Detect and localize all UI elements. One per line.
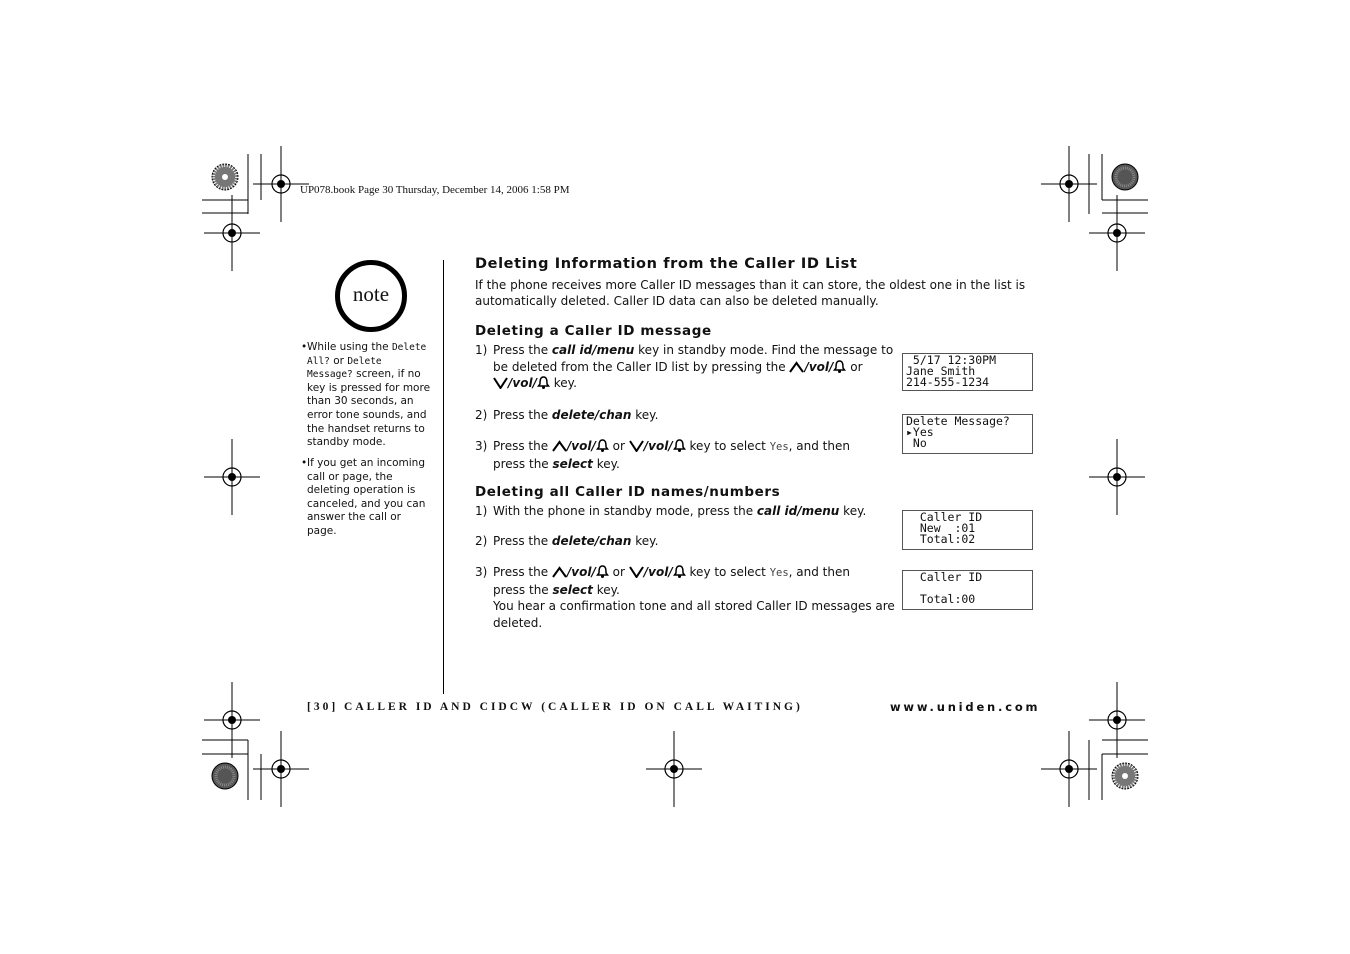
- s1-step-1: 1) Press the call id/menu key in standby mode. Find the message to be deleted from the Caller ID list by pressing the /vol/ or /vol/ key.: [475, 343, 894, 390]
- s1-step-3: 3) Press the /vol/ or /vol/ key to select Yes, and then press the select key.: [475, 439, 850, 471]
- book-header: UP078.book Page 30 Thursday, December 14, 2006 1:58 PM: [300, 184, 570, 196]
- intro-paragraph: If the phone receives more Caller ID messages than it can store, the oldest one in the list is automatically deleted. Caller ID data can also be deleted manually.: [475, 278, 1026, 308]
- s1-step-2: 2) Press the delete/chan key.: [475, 408, 659, 422]
- lcd-caller-id-total: Caller ID Total:00: [902, 570, 1033, 610]
- note-label: note: [352, 282, 390, 306]
- vol-up-bell-icon: /vol/: [552, 438, 609, 455]
- footer-website: www.uniden.com: [890, 700, 1041, 714]
- note-bullet-2: • If you get an incoming call or page, the deleting operation is canceled, and you can answer the call or page.: [301, 457, 426, 537]
- footer-section-label: [30] CALLER ID AND CIDCW (CALLER ID ON CALL WAITING): [307, 701, 803, 713]
- vol-up-bell-icon: /vol/: [789, 359, 846, 376]
- vol-up-bell-icon: /vol/: [552, 564, 609, 581]
- vol-down-bell-icon: /vol/: [493, 375, 550, 392]
- vol-down-bell-icon: /vol/: [629, 438, 686, 455]
- lcd-caller-entry: 5/17 12:30PM Jane Smith 214-555-1234: [902, 353, 1033, 391]
- page-title: Deleting Information from the Caller ID List: [475, 256, 858, 272]
- section-title-delete-all: Deleting all Caller ID names/numbers: [475, 484, 781, 500]
- note-bullet-1: • While using the Delete All? or Delete Message? screen, if no key is pressed for more than 30 seconds, an error tone sounds, and the handset returns to standby mode.: [301, 341, 431, 449]
- s2-step-3: 3) Press the /vol/ or /vol/ key to select Yes, and then press the select key. You hear a confirmation tone and all stored Caller ID messages are deleted.: [475, 565, 895, 630]
- vol-down-bell-icon: /vol/: [629, 564, 686, 581]
- s2-step-1: 1) With the phone in standby mode, press the call id/menu key.: [475, 504, 867, 518]
- s2-step-2: 2) Press the delete/chan key.: [475, 534, 659, 548]
- lcd-delete-message: Delete Message? ▸Yes No: [902, 414, 1033, 454]
- section-title-delete-one: Deleting a Caller ID message: [475, 323, 712, 339]
- column-divider: [443, 260, 444, 694]
- lcd-caller-id-new: Caller ID New :01 Total:02: [902, 510, 1033, 550]
